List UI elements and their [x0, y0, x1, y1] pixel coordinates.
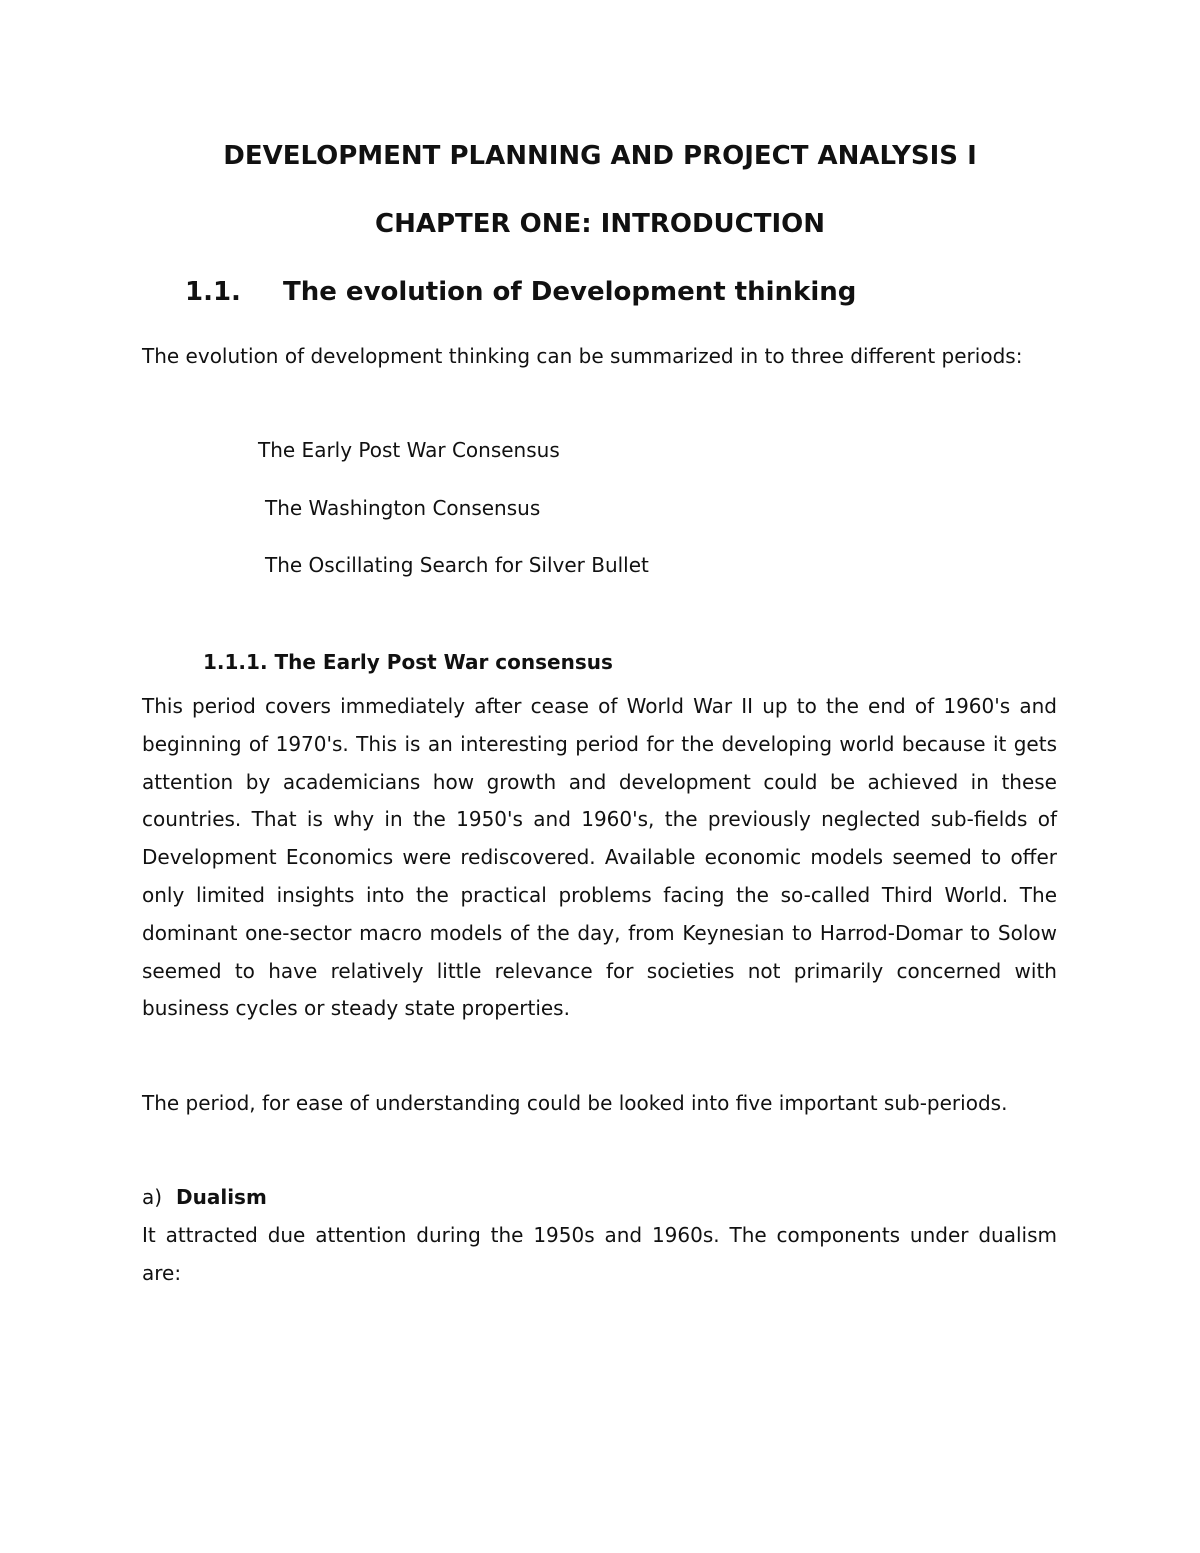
- period-item-2: The Washington Consensus: [265, 496, 541, 520]
- section-number: 1.1.: [185, 277, 241, 307]
- list-item-label: a): [142, 1185, 163, 1209]
- section-intro-paragraph: The evolution of development thinking can be summarized in to three different periods:: [142, 344, 1023, 368]
- subsection-heading: 1.1.1. The Early Post War consensus: [203, 650, 613, 674]
- list-item-title: Dualism: [176, 1185, 267, 1209]
- period-item-1: The Early Post War Consensus: [258, 438, 560, 462]
- period-item-3: The Oscillating Search for Silver Bullet: [265, 553, 649, 577]
- subsection-paragraph-1: This period covers immediately after cease of World War II up to the end of 1960's and beginning of 1970's. This is an interesting period for the developing world because it gets attention by academicians how growth and development could be achieved in these countries. That is why in the 1950's and 1960's, the previously neglected sub-fields of Development Economics were rediscovered. Available economic models seemed to offer only limited insights into the practical problems facing the so-called Third World. The dominant one-sector macro models of the day, from Keynesian to Harrod-Domar to Solow seemed to have relatively little relevance for societies not primarily concerned with business cycles or steady state properties.: [142, 694, 1057, 1021]
- section-title: The evolution of Development thinking: [283, 277, 857, 307]
- document-title: DEVELOPMENT PLANNING AND PROJECT ANALYSIS I: [223, 141, 977, 171]
- chapter-title: CHAPTER ONE: INTRODUCTION: [375, 209, 825, 239]
- subsection-paragraph-2: The period, for ease of understanding could be looked into five important sub-periods.: [142, 1091, 1008, 1115]
- list-item-paragraph: It attracted due attention during the 1950s and 1960s. The components under dualism are:: [142, 1223, 1057, 1285]
